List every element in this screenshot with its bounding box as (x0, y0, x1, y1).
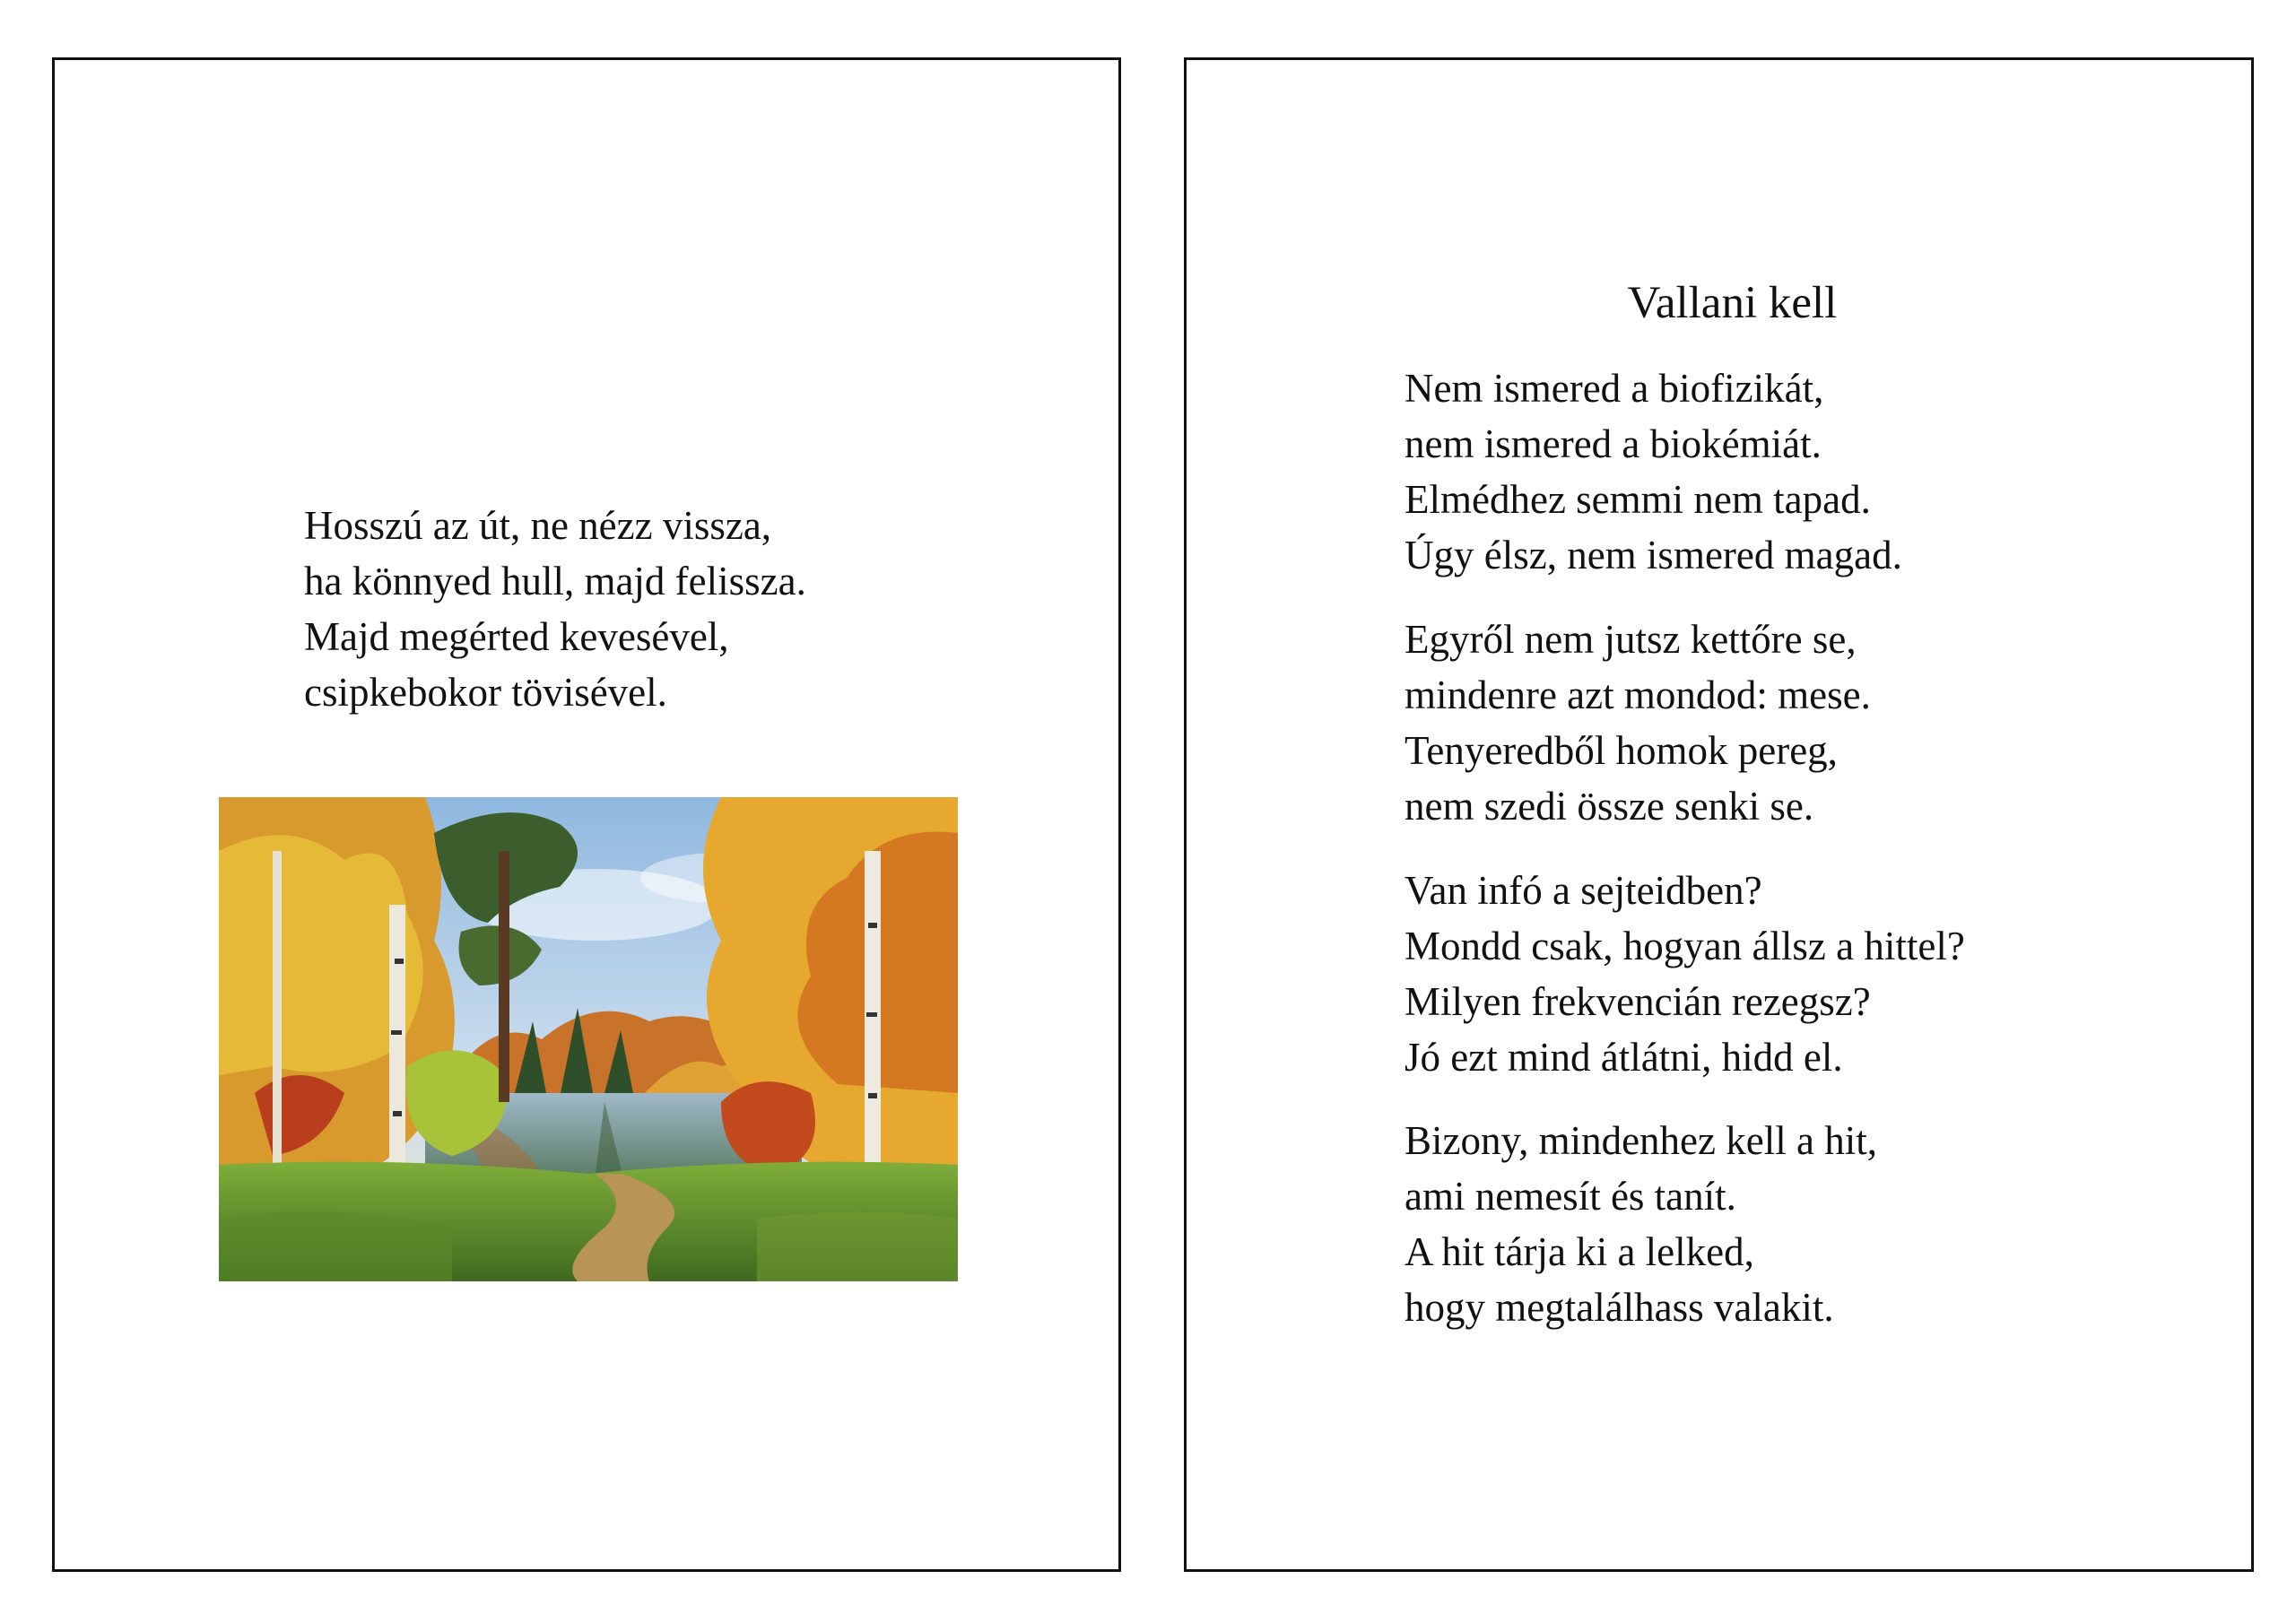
verse-line: Úgy élsz, nem ismered magad. (1405, 533, 1902, 577)
verse-line: Tenyeredből homok pereg, (1405, 728, 1838, 773)
verse-line: hogy megtalálhass valakit. (1405, 1285, 1834, 1330)
verse-line: nem szedi össze senki se. (1405, 784, 1814, 829)
right-page (1184, 57, 2254, 1572)
verse-line: Milyen frekvencián rezegsz? (1405, 979, 1871, 1024)
verse-line: nem ismered a biokémiát. (1405, 421, 1822, 466)
verse-line: ha könnyed hull, majd felissza. (304, 559, 806, 603)
left-page (52, 57, 1121, 1572)
verse-line: A hit tárja ki a lelked, (1405, 1229, 1754, 1274)
verse-line: ami nemesít és tanít. (1405, 1174, 1736, 1219)
stanza (1405, 1113, 1877, 1335)
stanza (1405, 360, 1902, 583)
verse-line: csipkebokor tövisével. (304, 670, 667, 715)
verse-line: Majd megérted kevesével, (304, 614, 729, 659)
verse-line: Mondd csak, hogyan állsz a hittel? (1405, 924, 1965, 968)
left-stanza (304, 498, 806, 720)
verse-line: mindenre azt mondod: mese. (1405, 673, 1871, 717)
verse-line: Egyről nem jutsz kettőre se, (1405, 617, 1857, 662)
stanza (1405, 863, 1965, 1085)
verse-line: Elmédhez semmi nem tapad. (1405, 477, 1871, 522)
verse-line: Hosszú az út, ne nézz vissza, (304, 503, 772, 548)
verse-line: Nem ismered a biofizikát, (1405, 366, 1824, 411)
poem-title: Vallani kell (1627, 278, 1838, 328)
verse-line: Van infó a sejteidben? (1405, 868, 1762, 913)
verse-line: Jó ezt mind átlátni, hidd el. (1405, 1035, 1843, 1080)
autumn-landscape-painting (219, 797, 958, 1281)
stanza (1405, 612, 1871, 834)
verse-line: Bizony, mindenhez kell a hit, (1405, 1118, 1877, 1163)
